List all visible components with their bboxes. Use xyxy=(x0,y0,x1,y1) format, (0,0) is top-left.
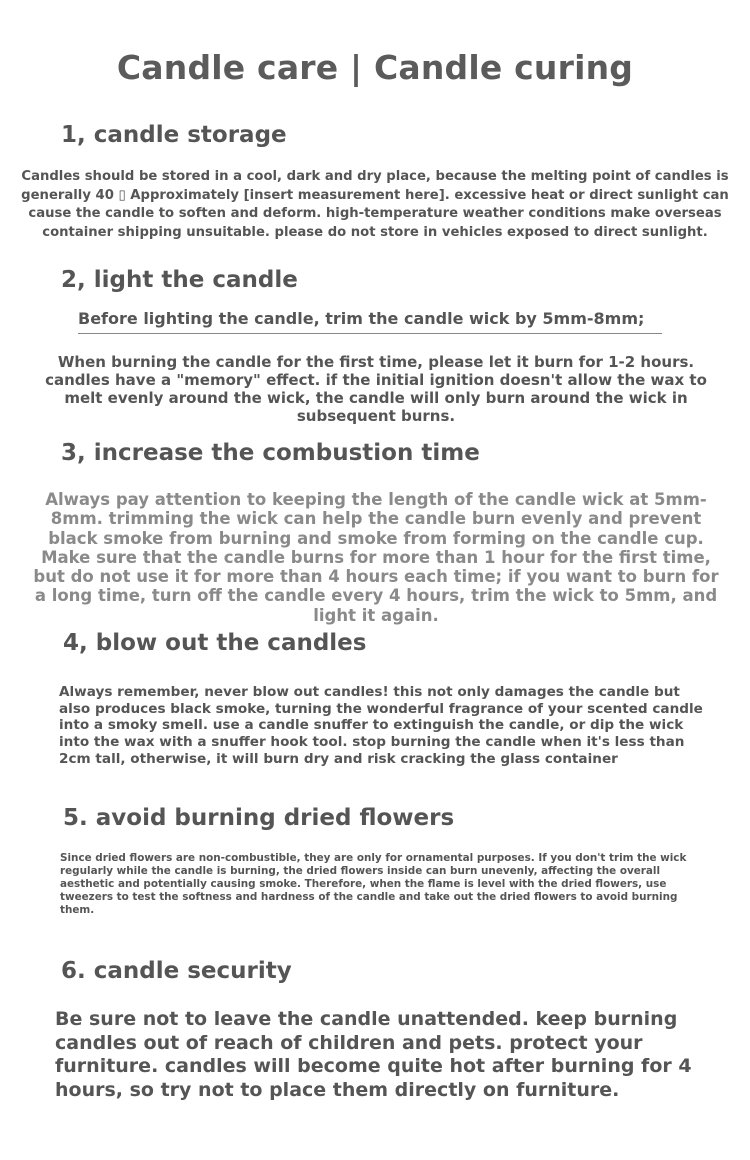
underline-divider xyxy=(78,333,662,334)
section-heading-dried-flowers: 5. avoid burning dried flowers xyxy=(63,805,455,831)
section-text-combustion-time: Always pay attention to keeping the length of the candle wick at 5mm-8mm. trimming the wick can help the candle burn evenly and prevent black smoke from burning and smoke from forming on the candle cup. Make sure that the candle burns for more than 1 hour for the first time, but do not use it for more than 4 hours each time; if you want to burn for a long time, turn off the candle every 4 hours, trim the wick to 5mm, and light it again. xyxy=(33,490,719,625)
section-heading-combustion-time: 3, increase the combustion time xyxy=(61,440,480,466)
section-heading-candle-storage: 1, candle storage xyxy=(61,122,287,148)
section-text-first-burn: When burning the candle for the first time, please let it burn for 1-2 hours. candles have a "memory" effect. if the initial ignition doesn't allow the wax to melt evenly around the wick, the candle will only burn around the wick in subsequent burns. xyxy=(45,353,707,425)
section-text-trim-wick: Before lighting the candle, trim the candle wick by 5mm-8mm; xyxy=(78,309,645,328)
section-text-candle-storage: Candles should be stored in a cool, dark and dry place, because the melting point of candles is generally 40 ▯ Approximately [insert measurement here]. excessive heat or direct sunlight can cause the candle to soften and deform. high-temperature weather conditions make overseas container shipping unsuitable. please do not store in vehicles exposed to direct sunlight. xyxy=(21,169,729,240)
section-heading-light-candle: 2, light the candle xyxy=(61,267,298,293)
section-heading-candle-security: 6. candle security xyxy=(61,958,292,984)
section-heading-blow-out: 4, blow out the candles xyxy=(63,630,367,656)
section-text-candle-security: Be sure not to leave the candle unattended. keep burning candles out of reach of children and pets. protect your furniture. candles will become quite hot after burning for 4 hours, so try not to place them directly on furniture. xyxy=(55,1008,692,1101)
page-title: Candle care | Candle curing xyxy=(116,48,634,87)
section-text-dried-flowers: Since dried flowers are non-combustible, they are only for ornamental purposes. If you don't trim the wick regularly while the candle is burning, the dried flowers inside can burn unevenly, affecting the overall aesthetic and potentially causing smoke. Therefore, when the flame is level with the dried flowers, use tweezers to test the softness and hardness of the candle and take out the dried flowers to avoid burning them. xyxy=(60,852,687,916)
section-text-blow-out: Always remember, never blow out candles! this not only damages the candle but also produces black smoke, turning the wonderful fragrance of your scented candle into a smoky smell. use a candle snuffer to extinguish the candle, or dip the wick into the wax with a snuffer hook tool. stop burning the candle when it's less than 2cm tall, otherwise, it will burn dry and risk cracking the glass container xyxy=(59,684,703,767)
